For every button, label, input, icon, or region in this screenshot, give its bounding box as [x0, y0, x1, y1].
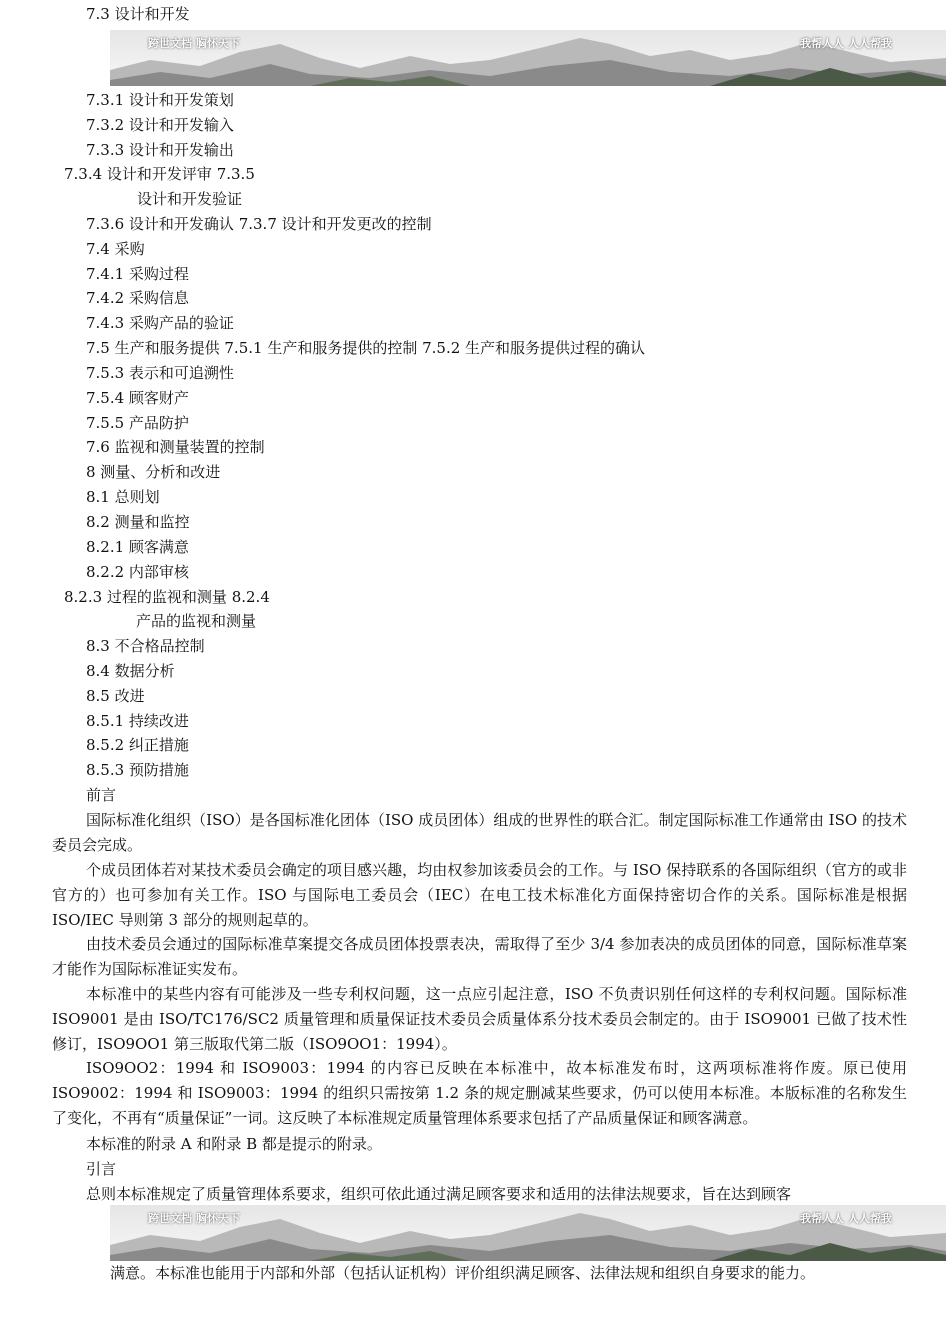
toc-item: 7.5.5 产品防护: [86, 414, 189, 432]
toc-item: 8.4 数据分析: [86, 662, 175, 680]
toc-item: 8.2 测量和监控: [86, 513, 190, 531]
toc-item: 7.4.1 采购过程: [86, 265, 189, 283]
toc-item: 8.5.1 持续改进: [86, 712, 189, 730]
toc-item: 8.5 改进: [86, 687, 145, 705]
paragraph: 本标准中的某些内容有可能涉及一些专利权问题，这一点应引起注意，ISO 不负责识别任何这样的专利权问题。国际标准 ISO9001 是由 ISO/TC176/SC2 质量管理和质量保证技术委员会质量体系分技术委员会制定的。由于 ISO9001 已做了技术性修订，ISO9OO1 第三版取代第二版（ISO9OO1：1994）。: [52, 985, 907, 1053]
toc-item: 7.5.3 表示和可追溯性: [86, 364, 234, 382]
paragraph: 总则本标准规定了质量管理体系要求，组织可依此通过满足顾客要求和适用的法律法规要求，旨在达到顾客: [86, 1185, 792, 1203]
toc-item: 7.3.2 设计和开发输入: [86, 116, 234, 134]
banner-right-text: 我帮人人 人人帮我: [800, 1212, 892, 1225]
toc-item: 7.3.4 设计和开发评审 7.3.5: [64, 165, 255, 183]
toc-item: 8.2.2 内部审核: [86, 563, 189, 581]
paragraph: 个成员团体若对某技术委员会确定的项目感兴趣，均由权参加该委员会的工作。与 ISO 保持联系的各国际组织（官方的或非官方的）也可参加有关工作。ISO 与国际电工委员会（IEC）在电工技术标准化方面保持密切合作的关系。国际标准是根据 ISO/IEC 导则第 3 部分的规则起草的。: [52, 861, 907, 929]
introduction-heading: 引言: [86, 1160, 117, 1178]
toc-item: 7.4 采购: [86, 240, 145, 258]
section-heading: 7.3 设计和开发: [86, 5, 190, 23]
toc-item: 8.2.1 顾客满意: [86, 538, 189, 556]
toc-item: 7.5 生产和服务提供 7.5.1 生产和服务提供的控制 7.5.2 生产和服务提供过程的确认: [86, 339, 646, 357]
toc-item: 8 测量、分析和改进: [86, 463, 221, 481]
banner-right-text: 我帮人人 人人帮我: [800, 37, 892, 50]
toc-item: 8.5.2 纠正措施: [86, 736, 189, 754]
toc-item: 7.3.6 设计和开发确认 7.3.7 设计和开发更改的控制: [86, 215, 432, 233]
paragraph-continuation: 满意。本标准也能用于内部和外部（包括认证机构）评价组织满足顾客、法律法规和组织自身要求的能力。: [110, 1264, 816, 1282]
toc-item: 7.4.3 采购产品的验证: [86, 314, 234, 332]
decorative-banner: [110, 30, 946, 86]
paragraph: 由技术委员会通过的国际标准草案提交各成员团体投票表决，需取得了至少 3/4 参加表决的成员团体的同意，国际标准草案才能作为国际标准证实发布。: [52, 935, 907, 978]
toc-item: 7.5.4 顾客财产: [86, 389, 189, 407]
toc-item: 8.2.3 过程的监视和测量 8.2.4: [64, 588, 270, 606]
paragraph: 国际标准化组织（ISO）是各国标准化团体（ISO 成员团体）组成的世界性的联合汇。制定国际标准工作通常由 ISO 的技术委员会完成。: [52, 811, 907, 854]
paragraph: 本标准的附录 A 和附录 B 都是提示的附录。: [86, 1135, 382, 1153]
toc-item: 8.5.3 预防措施: [86, 761, 189, 779]
toc-item: 7.6 监视和测量装置的控制: [86, 438, 265, 456]
foreword-heading: 前言: [86, 786, 117, 804]
banner-left-text: 跨世文档 胸怀天下: [148, 37, 240, 50]
toc-item: 7.3.3 设计和开发输出: [86, 141, 234, 159]
paragraph: ISO9OO2：1994 和 ISO9003：1994 的内容已反映在本标准中，故本标准发布时，这两项标准将作废。原已使用 ISO9002：1994 和 ISO9003：1994 的组织只需按第 1.2 条的规定删减某些要求，仍可以使用本标准。本版标准的名称发生了变化，不再有“质量保证”一词。这反映了本标准规定质量管理体系要求包括了产品质量保证和顾客满意。: [52, 1059, 907, 1127]
banner-left-text: 跨世文档 胸怀天下: [148, 1212, 240, 1225]
decorative-banner: [110, 1205, 946, 1261]
toc-item: 8.1 总则划: [86, 488, 160, 506]
toc-item: 7.4.2 采购信息: [86, 289, 189, 307]
toc-item: 设计和开发验证: [137, 190, 243, 208]
toc-item: 7.3.1 设计和开发策划: [86, 91, 234, 109]
toc-item: 产品的监视和测量: [136, 612, 257, 630]
toc-item: 8.3 不合格品控制: [86, 637, 205, 655]
